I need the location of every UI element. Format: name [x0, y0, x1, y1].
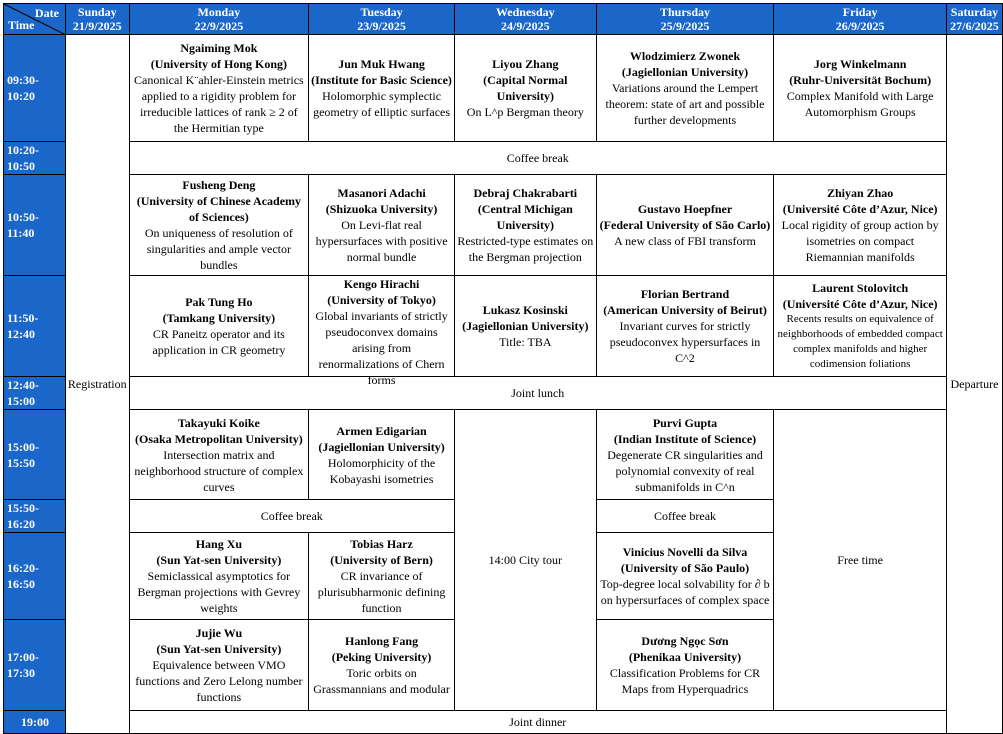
saturday-departure: Departure — [946, 35, 1002, 734]
talk-thu-3 — [596, 276, 774, 377]
affiliation: (Tamkang University) — [162, 311, 276, 325]
friday-free-time: Free time — [774, 410, 947, 711]
talk-title: Recents results on equivalence of neighborhoods of embedded compact complex manifolds and higher codimension foliations — [777, 313, 943, 370]
talk-title: Holomorphic symplectic geometry of elliptic surfaces — [313, 89, 451, 119]
affiliation: (Jagiellonian University) — [318, 439, 445, 454]
talk-fri-2 — [774, 175, 947, 276]
affiliation: (Peking University) — [331, 650, 432, 664]
speaker: Jorg Winkelmann — [813, 57, 907, 71]
talk-title: Semiclassical asymptotics for Bergman projections with Gevrey weights — [137, 569, 301, 615]
talk-wed-1 — [454, 35, 596, 142]
day-header-wednesday: Wednesday 24/9/2025 — [454, 4, 596, 35]
slot-row-4 — [4, 276, 1003, 377]
schedule-table — [3, 3, 1003, 734]
speaker: Gustavo Hoepfner — [637, 202, 733, 216]
header-row — [4, 4, 1003, 35]
affiliation: (Université Côte d’Azur, Nice) — [782, 297, 938, 311]
affiliation: (University of Hong Kong) — [150, 57, 288, 71]
affiliation: (Central Michigan University) — [477, 202, 573, 232]
date-label: Date — [34, 6, 59, 20]
day-header-friday: Friday 26/9/2025 — [774, 4, 947, 35]
talk-tue-6 — [309, 620, 455, 711]
coffee-break-afternoon-thu: Coffee break — [596, 500, 774, 533]
speaker: Fusheng Deng — [182, 178, 256, 192]
affiliation: (University of São Paulo) — [620, 561, 750, 575]
talk-mon-5 — [129, 533, 309, 620]
speaker: Pak Tung Ho — [185, 295, 253, 309]
time-slot-7: 15:50-16:20 — [4, 500, 66, 533]
day-header-monday: Monday 22/9/2025 — [129, 4, 309, 35]
talk-tue-1 — [309, 35, 455, 142]
talk-thu-6 — [596, 620, 774, 711]
affiliation: (Indian Institute of Science) — [613, 431, 757, 446]
talk-tue-4 — [309, 410, 455, 500]
affiliation: (Osaka Metropolitan University) — [134, 431, 303, 446]
speaker: Zhiyan Zhao — [826, 186, 894, 200]
affiliation: (Jagiellonian University) — [462, 319, 589, 333]
speaker: Hang Xu — [195, 537, 243, 551]
talk-mon-6 — [129, 620, 309, 711]
speaker: Florian Bertrand — [640, 287, 730, 301]
speaker: Laurent Stolovitch — [812, 281, 909, 295]
affiliation: (University of Chinese Academy of Sciences) — [136, 194, 302, 224]
slot-row-10 — [4, 711, 1003, 734]
affiliation: (Université Côte d’Azur, Nice) — [782, 202, 938, 216]
talk-title: Local rigidity of group action by isometries on compact Riemannian manifolds — [781, 218, 939, 264]
time-slot-6: 15:00-15:50 — [4, 410, 66, 500]
affiliation: (Institute for Basic Science) — [311, 73, 452, 87]
talk-wed-2 — [454, 175, 596, 276]
talk-title: Global invariants of strictly pseudoconvex domains arising from renormalizations of Chern forms — [315, 309, 448, 387]
talk-title: CR Paneitz operator and its application in CR geometry — [152, 327, 286, 357]
talk-title: Top-degree local solvability for ∂ b on hypersurfaces of complex space — [600, 577, 770, 607]
talk-title: On L^p Bergman theory — [466, 105, 584, 119]
coffee-break-morning: Coffee break — [129, 142, 946, 175]
time-slot-3: 10:50-11:40 — [4, 175, 66, 276]
slot-row-5 — [4, 377, 1003, 410]
affiliation: (Ruhr-Universität Bochum) — [789, 73, 932, 87]
talk-title: Degenerate CR singularities and polynomial convexity of real submanifolds in C^n — [607, 447, 763, 494]
time-slot-10: 19:00 — [4, 711, 66, 734]
slot-row-1 — [4, 35, 1003, 142]
affiliation: (Sun Yat-sen University) — [156, 642, 282, 656]
talk-title: On Levi-flat real hypersurfaces with positive normal bundle — [315, 218, 448, 264]
speaker: Kengo Hirachi — [343, 277, 420, 291]
speaker: Takayuki Koike — [177, 415, 260, 430]
talk-title: Intersection matrix and neighborhood structure of complex curves — [134, 447, 304, 494]
speaker: Lukasz Kosinski — [482, 303, 568, 317]
wednesday-city-tour: 14:00 City tour — [454, 410, 596, 711]
slot-row-3 — [4, 175, 1003, 276]
time-slot-4: 11:50-12:40 — [4, 276, 66, 377]
talk-mon-3 — [129, 276, 309, 377]
speaker: Jun Muk Hwang — [338, 57, 425, 71]
time-slot-1: 09:30-10:20 — [4, 35, 66, 142]
date-time-corner — [4, 4, 66, 35]
affiliation: (Phenikaa University) — [628, 650, 742, 664]
talk-title: Restricted-type estimates on the Bergman projection — [457, 234, 594, 264]
day-header-thursday: Thursday 25/9/2025 — [596, 4, 774, 35]
slot-row-6 — [4, 410, 1003, 500]
speaker: Jujie Wu — [195, 626, 243, 640]
talk-title: Equivalence between VMO functions and Zero Lelong number functions — [135, 658, 303, 704]
speaker: Wlodzimierz Zwonek — [629, 49, 741, 63]
affiliation: (University of Bern) — [330, 553, 433, 567]
talk-tue-2 — [309, 175, 455, 276]
talk-tue-3 — [309, 276, 455, 387]
time-slot-9: 17:00-17:30 — [4, 620, 66, 711]
speaker: Armen Edigarian — [336, 423, 427, 438]
day-header-saturday: Saturday 27/6/2025 — [946, 4, 1002, 35]
day-header-sunday: Sunday 21/9/2025 — [65, 4, 129, 35]
slot-row-2 — [4, 142, 1003, 175]
affiliation: (Jagiellonian University) — [621, 65, 749, 79]
talk-title: Toric orbits on Grassmannians and modular — [313, 666, 450, 696]
talk-thu-5 — [596, 533, 774, 620]
talk-mon-1 — [129, 35, 309, 142]
time-slot-5: 12:40-15:00 — [4, 377, 66, 410]
speaker: Masanori Adachi — [337, 186, 426, 200]
talk-tue-5 — [309, 533, 455, 620]
time-label: Time — [8, 18, 35, 32]
speaker: Purvi Gupta — [652, 415, 718, 430]
day-header-tuesday: Tuesday 23/9/2025 — [309, 4, 455, 35]
talk-fri-3 — [774, 276, 947, 377]
joint-dinner: Joint dinner — [129, 711, 946, 734]
sunday-registration: Registration — [65, 35, 129, 734]
joint-lunch: Joint lunch — [129, 377, 946, 410]
talk-title: Title: TBA — [499, 335, 552, 349]
affiliation: (University of Tokyo) — [327, 293, 436, 307]
coffee-break-afternoon-mon-tue: Coffee break — [129, 500, 454, 533]
talk-title: A new class of FBI transform — [614, 234, 756, 248]
talk-mon-4 — [129, 410, 309, 500]
talk-mon-2 — [129, 175, 309, 276]
talk-thu-4 — [596, 410, 774, 500]
time-slot-2: 10:20-10:50 — [4, 142, 66, 175]
speaker: Hanlong Fang — [345, 634, 419, 648]
talk-thu-2 — [596, 175, 774, 276]
affiliation: (Sun Yat-sen University) — [156, 553, 282, 567]
talk-title: Canonical K¨ahler-Einstein metrics applied to a rigidity problem for irreducible lattices of rank ≥ 2 of the Hermitian type — [134, 73, 304, 135]
talk-fri-1 — [774, 35, 947, 142]
affiliation: (Federal University of São Carlo) — [599, 218, 771, 232]
speaker: Vinicius Novelli da Silva — [622, 545, 748, 559]
talk-thu-1 — [596, 35, 774, 142]
affiliation: (Shizuoka University) — [325, 202, 438, 216]
speaker: Debraj Chakrabarti — [473, 186, 578, 200]
talk-title: CR invariance of plurisubharmonic defining function — [317, 569, 446, 615]
talk-wed-3 — [454, 276, 596, 377]
talk-title: On uniqueness of resolution of singularities and ample vector bundles — [144, 226, 293, 272]
affiliation: (American University of Beirut) — [603, 303, 767, 317]
talk-title: Variations around the Lempert theorem: state of art and possible further developments — [605, 81, 765, 127]
talk-title: Invariant curves for strictly pseudoconvex hypersurfaces in C^2 — [609, 319, 761, 365]
talk-title: Classification Problems for CR Maps from Hyperquadrics — [609, 666, 761, 696]
talk-title: Holomorphicity of the Kobayashi isometries — [327, 455, 436, 486]
speaker: Ngaiming Mok — [180, 41, 258, 55]
talk-title: Complex Manifold with Large Automorphism Groups — [786, 89, 934, 119]
affiliation: (Capital Normal University) — [483, 73, 568, 103]
time-slot-8: 16:20-16:50 — [4, 533, 66, 620]
speaker: Dương Ngọc Sơn — [641, 634, 729, 648]
speaker: Liyou Zhang — [492, 57, 559, 71]
speaker: Tobias Harz — [350, 537, 413, 551]
schedule-wrapper — [3, 3, 1003, 734]
